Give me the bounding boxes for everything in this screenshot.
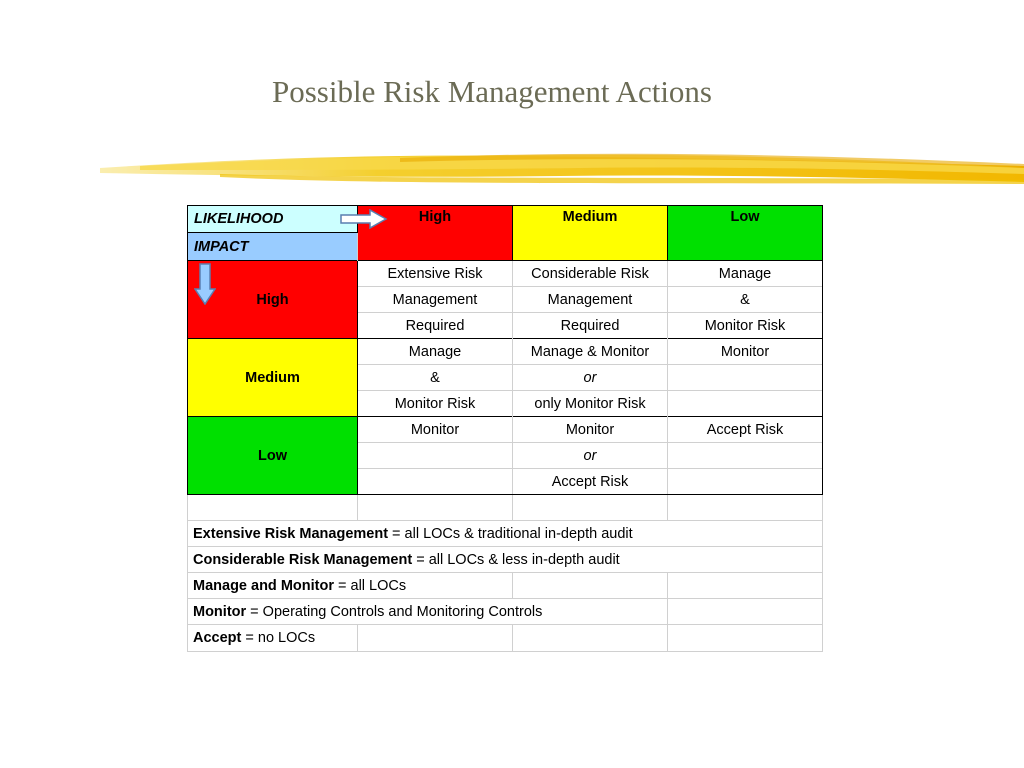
likelihood-label-cell xyxy=(188,206,358,233)
column-header-medium: Medium xyxy=(513,206,668,261)
legend-term: Considerable Risk Management xyxy=(193,551,413,568)
cell-high-low-2: & xyxy=(668,287,823,313)
empty-cell xyxy=(188,495,358,521)
cell-medium-high-2: & xyxy=(358,365,513,391)
legend-definition: = all LOCs xyxy=(333,577,407,594)
cell-medium-medium-3: only Monitor Risk xyxy=(513,391,668,417)
legend-row-manage-monitor xyxy=(188,573,513,599)
brush-stroke-decoration xyxy=(100,146,1024,196)
row-header-high-label: High xyxy=(256,291,289,308)
cell-low-high-2 xyxy=(358,443,513,469)
cell-medium-medium-2: or xyxy=(513,365,668,391)
row-header-high xyxy=(188,261,358,339)
cell-high-low-3: Monitor Risk xyxy=(668,313,823,339)
empty-cell xyxy=(358,625,513,652)
cell-high-high-1: Extensive Risk xyxy=(358,261,513,287)
cell-high-low-1: Manage xyxy=(668,261,823,287)
legend-row-accept xyxy=(188,625,358,652)
row-header-medium: Medium xyxy=(188,339,358,417)
cell-low-low-3 xyxy=(668,469,823,495)
cell-low-high-1: Monitor xyxy=(358,417,513,443)
cell-medium-medium-1: Manage & Monitor xyxy=(513,339,668,365)
cell-medium-low-2 xyxy=(668,365,823,391)
cell-high-medium-3: Required xyxy=(513,313,668,339)
empty-cell xyxy=(358,495,513,521)
cell-low-low-2 xyxy=(668,443,823,469)
cell-low-high-3 xyxy=(358,469,513,495)
legend-term: Monitor xyxy=(193,603,247,620)
legend-definition: = Operating Controls and Monitoring Controls xyxy=(246,603,543,620)
legend-term: Accept xyxy=(193,630,242,646)
legend-definition: = all LOCs & traditional in-depth audit xyxy=(388,525,633,542)
legend-definition: = all LOCs & less in-depth audit xyxy=(412,551,620,568)
slide-title: Possible Risk Management Actions xyxy=(271,74,712,109)
legend-row-considerable xyxy=(188,547,823,573)
cell-medium-low-3 xyxy=(668,391,823,417)
column-header-high: High xyxy=(358,206,513,261)
empty-cell xyxy=(668,625,823,652)
impact-label: IMPACT xyxy=(188,233,358,261)
legend-row-monitor xyxy=(188,599,668,625)
cell-high-medium-1: Considerable Risk xyxy=(513,261,668,287)
empty-cell xyxy=(513,625,668,652)
cell-medium-high-3: Monitor Risk xyxy=(358,391,513,417)
likelihood-label: LIKELIHOOD xyxy=(194,211,284,227)
cell-medium-low-1: Monitor xyxy=(668,339,823,365)
legend-row-extensive xyxy=(188,521,823,547)
cell-low-medium-1: Monitor xyxy=(513,417,668,443)
empty-cell xyxy=(668,599,823,625)
empty-cell xyxy=(668,495,823,521)
arrow-right-icon xyxy=(340,209,388,229)
empty-cell xyxy=(668,573,823,599)
cell-low-medium-3: Accept Risk xyxy=(513,469,668,495)
cell-high-medium-2: Management xyxy=(513,287,668,313)
row-header-low: Low xyxy=(188,417,358,495)
empty-cell xyxy=(513,573,668,599)
cell-medium-high-1: Manage xyxy=(358,339,513,365)
cell-low-medium-2: or xyxy=(513,443,668,469)
legend-definition: = no LOCs xyxy=(241,630,316,646)
cell-high-high-2: Management xyxy=(358,287,513,313)
empty-cell xyxy=(513,495,668,521)
column-header-low: Low xyxy=(668,206,823,261)
legend-term: Extensive Risk Management xyxy=(193,525,389,542)
cell-low-low-1: Accept Risk xyxy=(668,417,823,443)
arrow-down-icon xyxy=(194,263,216,305)
cell-high-high-3: Required xyxy=(358,313,513,339)
legend-term: Manage and Monitor xyxy=(193,577,334,594)
risk-matrix-table xyxy=(187,205,823,652)
